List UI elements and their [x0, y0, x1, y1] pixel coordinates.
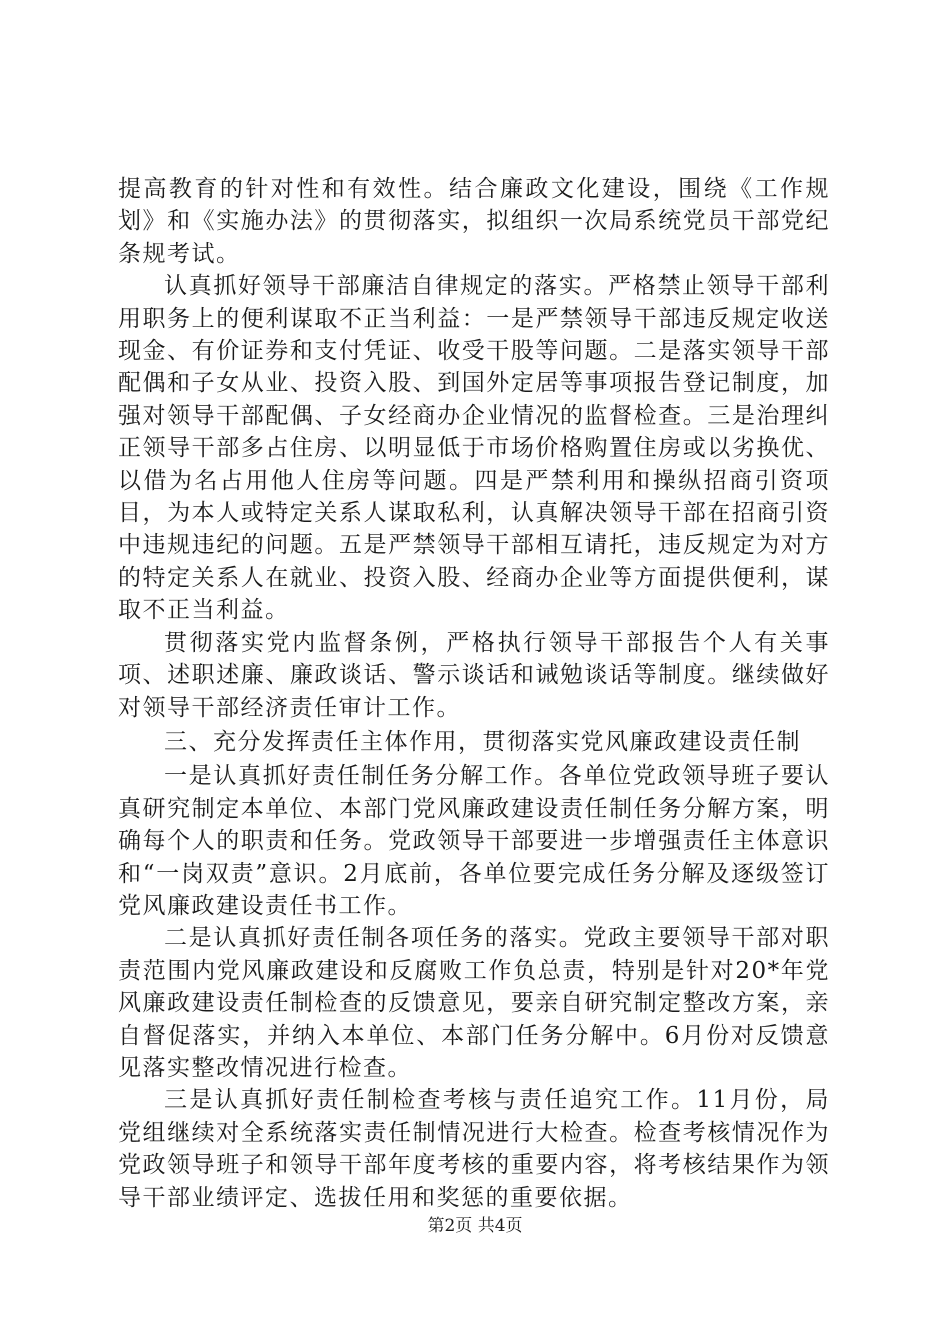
paragraph-task-implementation: 二是认真抓好责任制各项任务的落实。党政主要领导干部对职责范围内党风廉政建设和反腐败工作负总责，特别是针对20*年党风廉政建设责任制检查的反馈意见，要亲自研究制定整改方案，亲自督促落实，并纳入本单位、本部门任务分解中。6月份对反馈意见落实整改情况进行检查。	[118, 925, 830, 1081]
page-number: 第2页 共4页	[427, 1216, 523, 1236]
paragraph-continuation: 提高教育的针对性和有效性。结合廉政文化建设，围绕《工作规划》和《实施办法》的贯彻落实，拟组织一次局系统党员干部党纪条规考试。	[118, 176, 830, 267]
paragraph-task-decomposition: 一是认真抓好责任制任务分解工作。各单位党政领导班子要认真研究制定本单位、本部门党风廉政建设责任制任务分解方案，明确每个人的职责和任务。党政领导干部要进一步增强责任主体意识和“一岗双责”意识。2月底前，各单位要完成任务分解及逐级签订党风廉政建设责任书工作。	[118, 763, 830, 919]
document-body	[118, 173, 830, 1214]
paragraph-inspection-accountability: 三是认真抓好责任制检查考核与责任追究工作。11月份，局党组继续对全系统落实责任制情况进行大检查。检查考核情况作为党政领导班子和领导干部年度考核的重要内容，将考核结果作为领导干部业绩评定、选拔任用和奖惩的重要依据。	[118, 1087, 830, 1211]
paragraph-supervision: 贯彻落实党内监督条例，严格执行领导干部报告个人有关事项、述职述廉、廉政谈话、警示谈话和诫勉谈话等制度。继续做好对领导干部经济责任审计工作。	[118, 629, 830, 721]
section-heading-3: 三、充分发挥责任主体作用，贯彻落实党风廉政建设责任制	[164, 728, 801, 755]
paragraph-self-discipline: 认真抓好领导干部廉洁自律规定的落实。严格禁止领导干部利用职务上的便利谋取不正当利益：一是严禁领导干部违反规定收送现金、有价证券和支付凭证、收受干股等问题。二是落实领导干部配偶和子女从业、投资入股、到国外定居等事项报告登记制度，加强对领导干部配偶、子女经商办企业情况的监督检查。三是治理纠正领导干部多占住房、以明显低于市场价格购置住房或以劣换优、以借为名占用他人住房等问题。四是严禁利用和操纵招商引资项目，为本人或特定关系人谋取私利，认真解决领导干部在招商引资中违规违纪的问题。五是严禁领导干部相互请托，违反规定为对方的特定关系人在就业、投资入股、经商办企业等方面提供便利，谋取不正当利益。	[118, 273, 830, 624]
